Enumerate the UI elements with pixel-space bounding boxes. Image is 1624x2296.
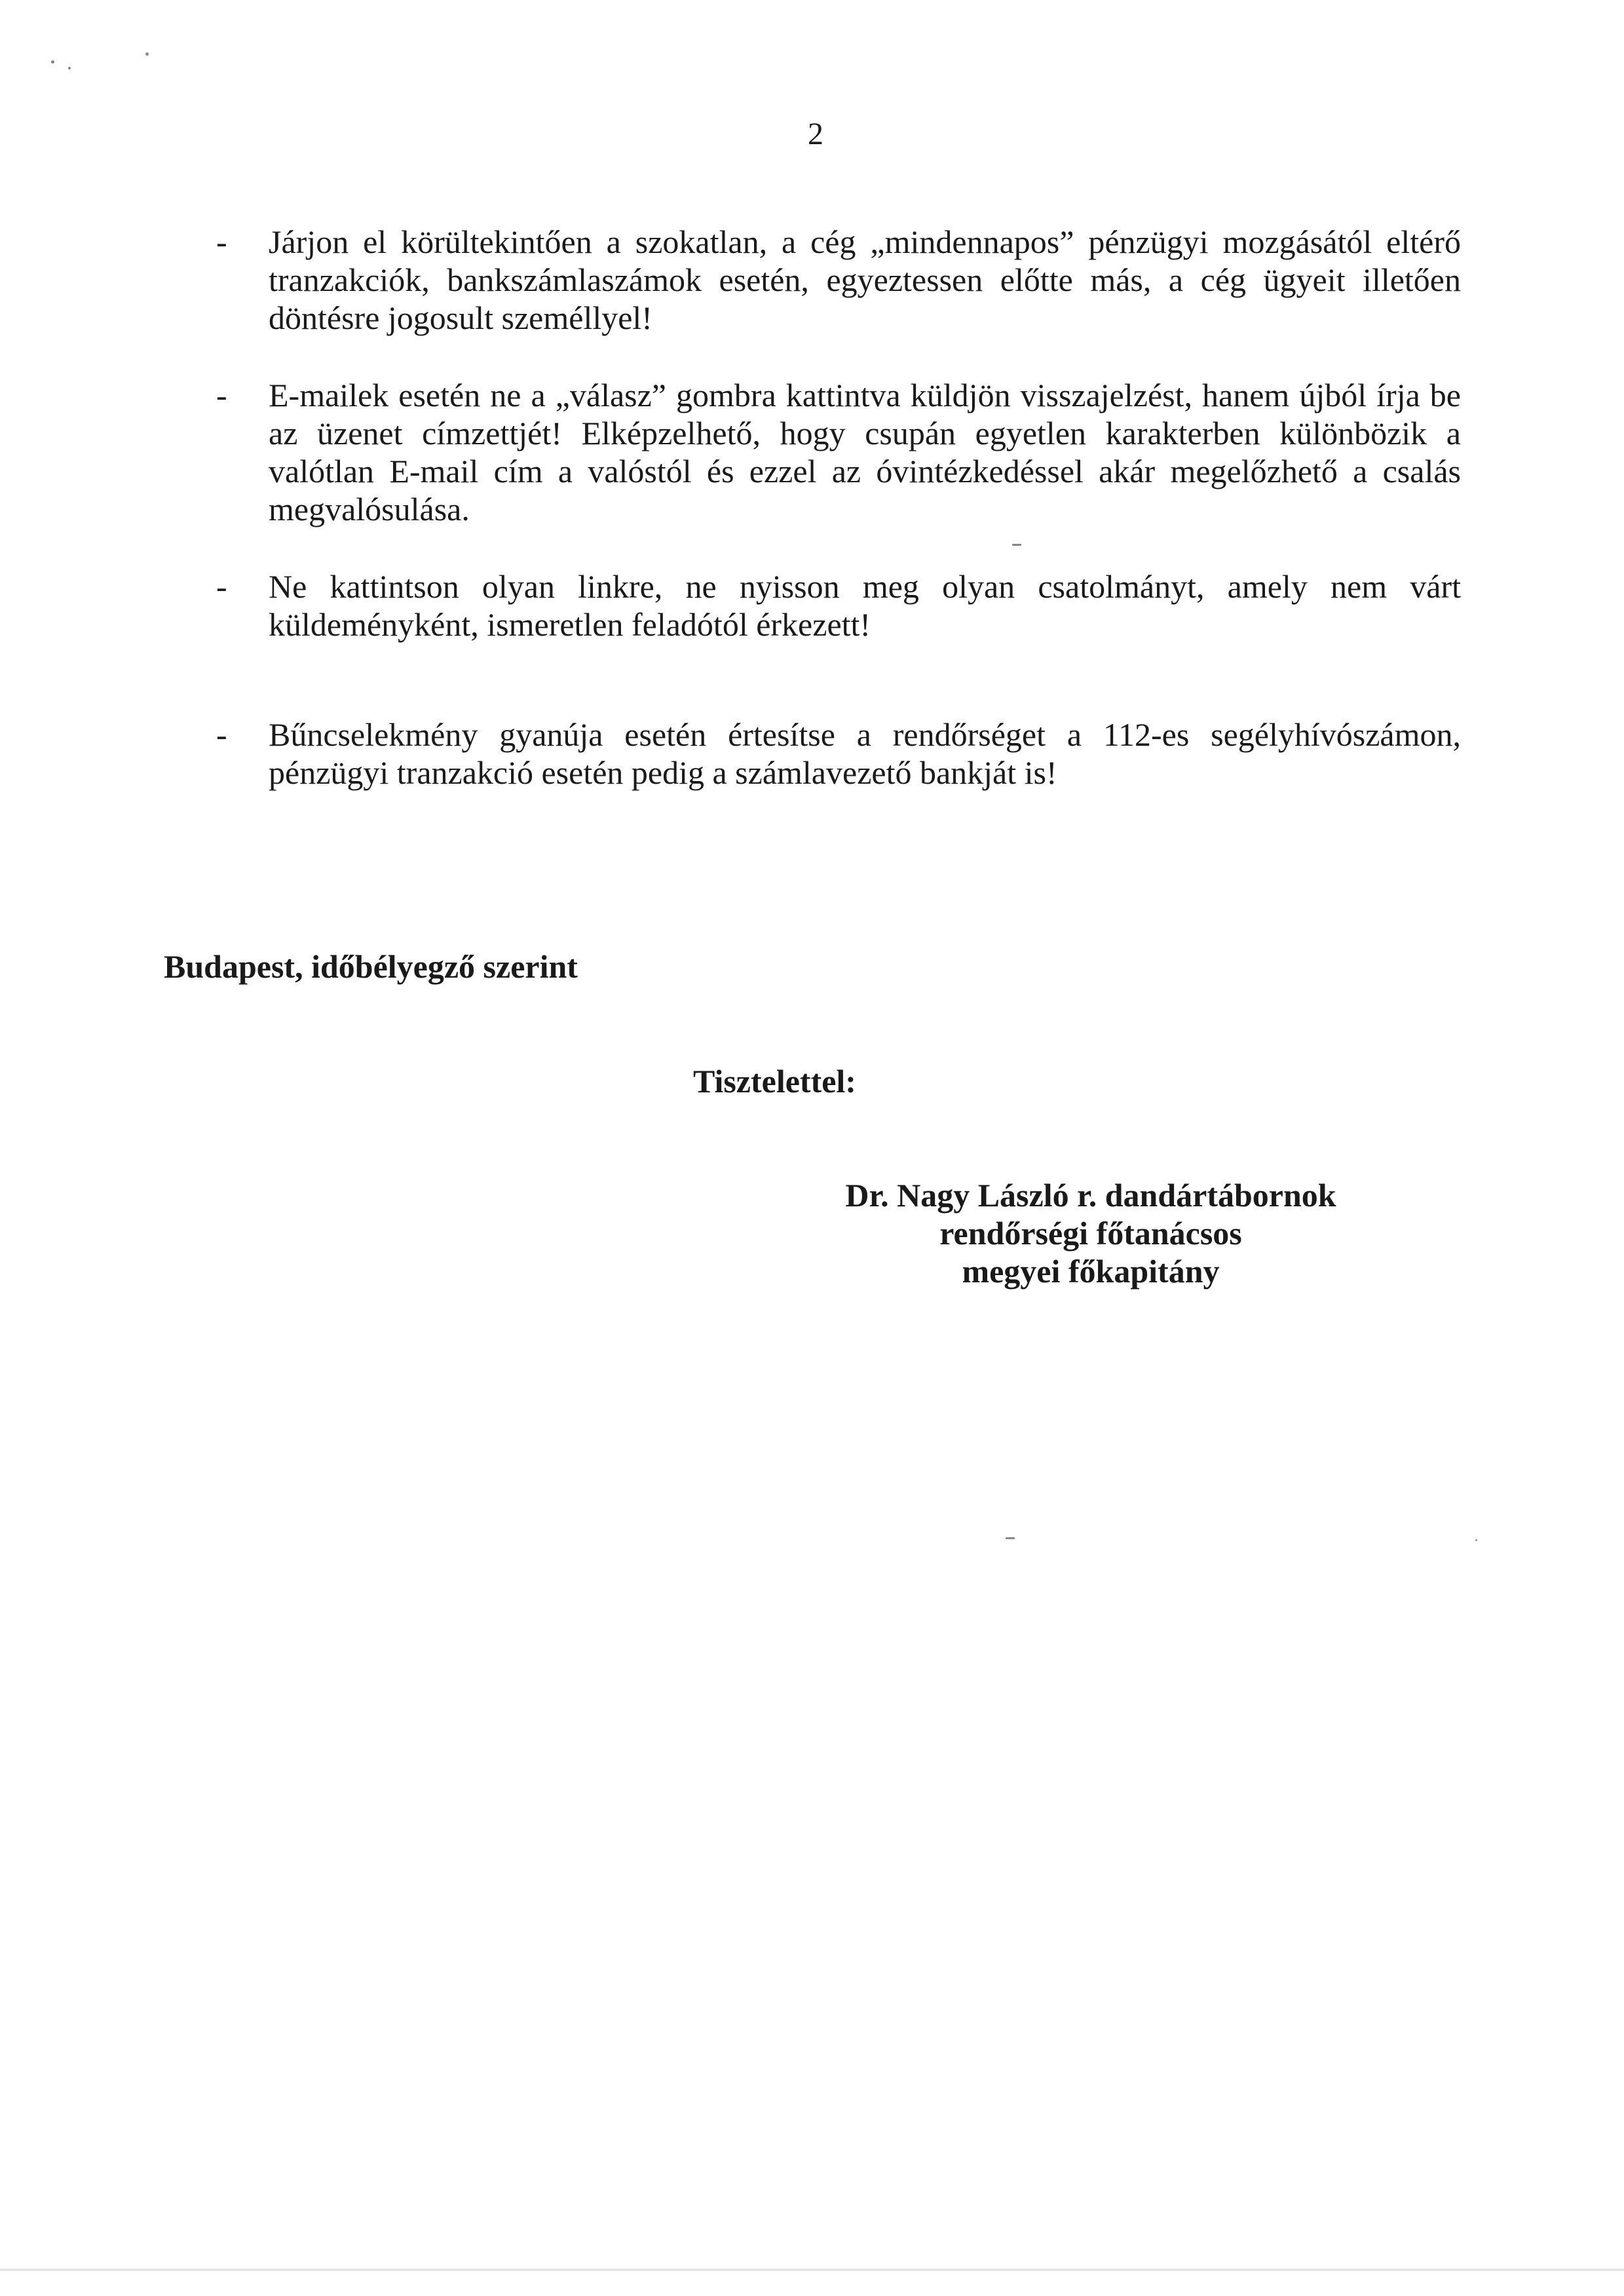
list-item <box>216 716 1461 792</box>
recommendation-list <box>216 223 1461 831</box>
list-item <box>216 376 1461 528</box>
scan-speck <box>1006 1537 1015 1539</box>
bullet-text: Járjon el körültekintően a szokatlan, a cég „mindennapos” pénzügyi mozgásától eltérő tranzakciók, bankszámlaszámok esetén, egyeztessen előtte más, a cég ügyeit illetően döntésre jogosult személlyel! <box>269 223 1461 336</box>
bullet-dash: - <box>216 223 227 260</box>
signatory-name: Dr. Nagy László r. dandártábornok <box>845 1177 1336 1214</box>
signature-block <box>812 1176 1369 1290</box>
scan-speck <box>1475 1539 1477 1541</box>
signatory-title: rendőrségi főtanácsos <box>939 1215 1242 1252</box>
list-item <box>216 567 1461 643</box>
scan-speck <box>1012 544 1021 546</box>
bullet-dash: - <box>216 568 227 605</box>
place-and-date: Budapest, időbélyegző szerint <box>164 948 578 985</box>
list-item <box>216 223 1461 337</box>
scan-bottom-edge <box>0 2268 1624 2271</box>
bullet-text: Ne kattintson olyan linkre, ne nyisson meg olyan csatolmányt, amely nem várt küldeményként, ismeretlen feladótól érkezett! <box>269 568 1461 643</box>
scan-speck <box>51 60 54 64</box>
signatory-position: megyei főkapitány <box>962 1253 1220 1290</box>
bullet-dash: - <box>216 377 227 413</box>
bullet-dash: - <box>216 716 227 753</box>
bullet-text: Bűncselekmény gyanúja esetén értesítse a rendőrséget a 112-es segélyhívószámon, pénzügyi tranzakció esetén pedig a számlavezető bankját is! <box>269 716 1461 791</box>
scan-speck <box>68 67 71 69</box>
closing-greeting: Tisztelettel: <box>693 1063 856 1100</box>
scan-speck <box>145 52 149 56</box>
page-number: 2 <box>808 117 823 151</box>
bullet-text: E-mailek esetén ne a „válasz” gombra kattintva küldjön visszajelzést, hanem újból írja be az üzenet címzettjét! Elképzelhető, hogy csupán egyetlen karakterben különbözik a valótlan E-mail cím a valóstól és ezzel az óvintézkedéssel akár megelőzhető a csalás megvalósulása. <box>269 377 1461 527</box>
